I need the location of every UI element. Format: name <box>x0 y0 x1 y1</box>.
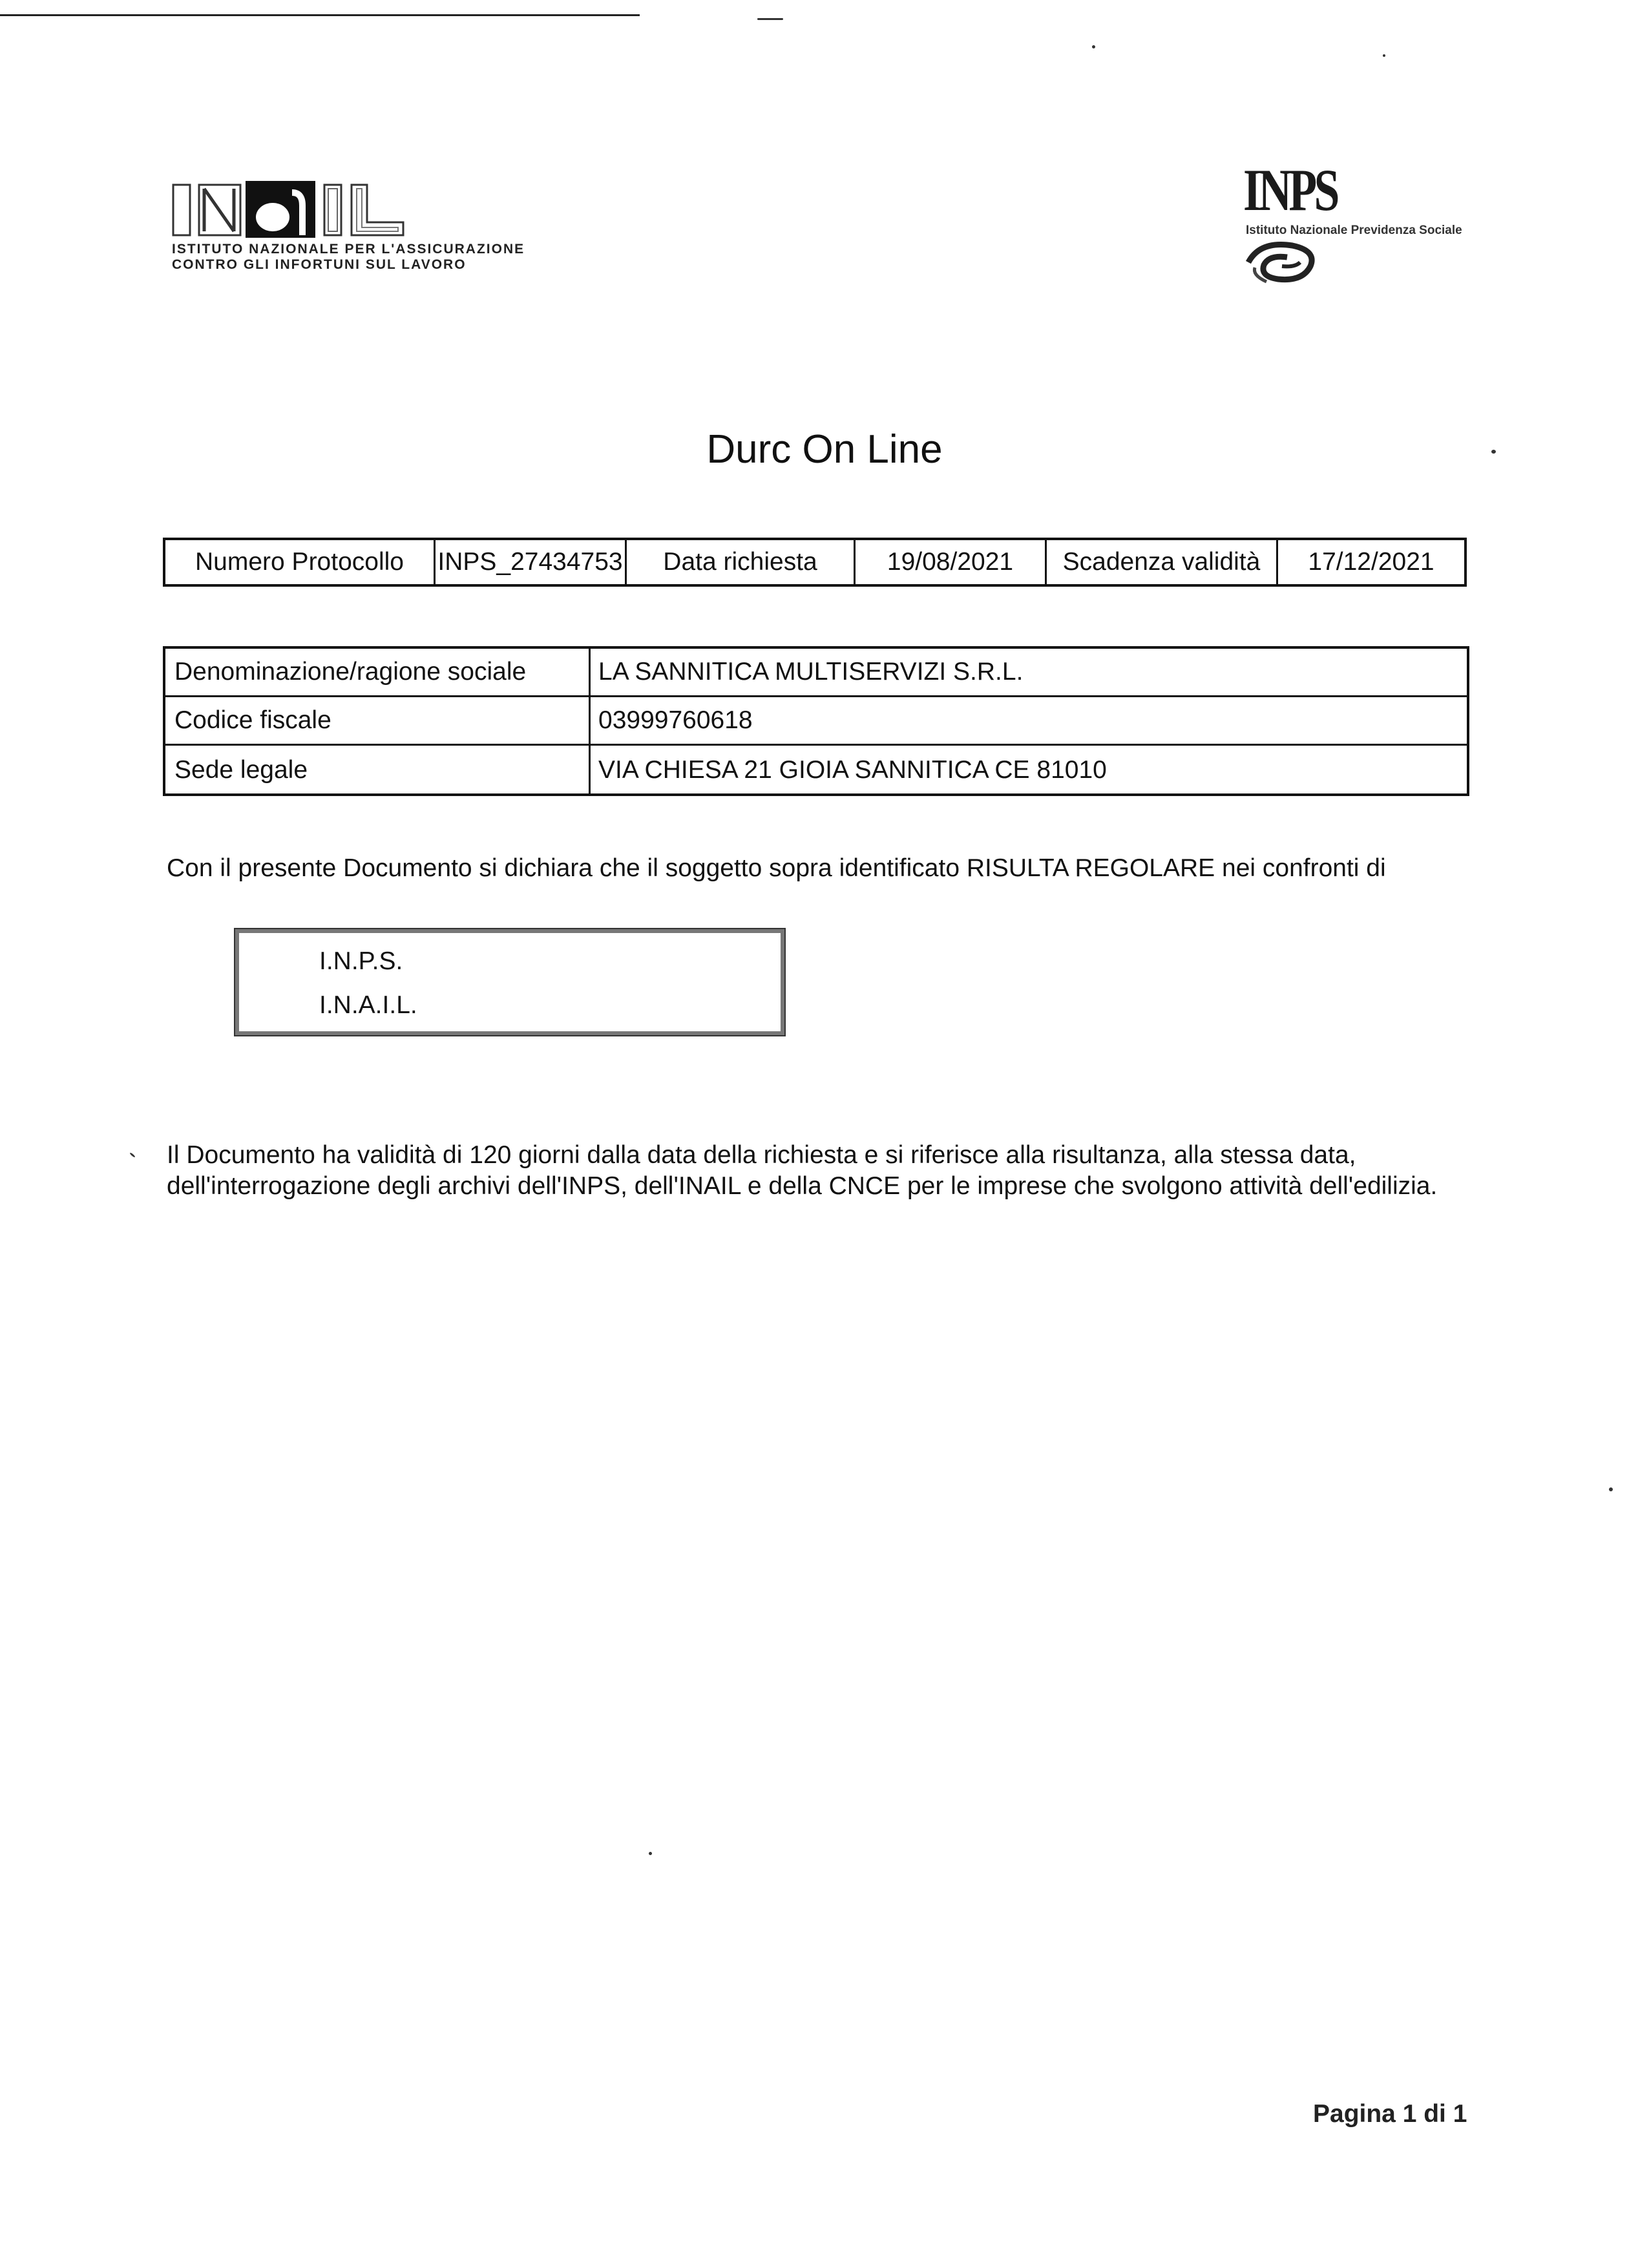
inail-subtitle-line1: ISTITUTO NAZIONALE PER L'ASSICURAZIONE <box>172 242 525 257</box>
inps-logo <box>1241 157 1473 289</box>
request-date-label: Data richiesta <box>627 540 856 584</box>
company-name-value: LA SANNITICA MULTISERVIZI S.R.L. <box>598 658 1024 686</box>
scan-speck <box>1491 450 1496 454</box>
fiscal-code-label: Codice fiscale <box>165 697 591 744</box>
scan-top-line <box>0 14 640 16</box>
validity-paragraph <box>167 1140 1498 1202</box>
inps-logo-mark: INPS <box>1243 157 1337 223</box>
company-name-label: Denominazione/ragione sociale <box>165 649 591 695</box>
protocol-number-value: INPS_27434753 <box>436 540 627 584</box>
company-row-address <box>165 746 1467 794</box>
address-value: VIA CHIESA 21 GIOIA SANNITICA CE 81010 <box>598 755 1107 784</box>
declaration-text: Con il presente Documento si dichiara che il soggetto sopra identificato RISULTA REGOLARE nei confronti di <box>167 854 1386 882</box>
scan-speck <box>129 1152 136 1158</box>
inail-logo-mark <box>169 180 441 244</box>
inps-subtitle: Istituto Nazionale Previdenza Sociale <box>1246 224 1462 237</box>
company-table <box>163 646 1469 796</box>
institution-inail: I.N.A.I.L. <box>319 991 417 1019</box>
scan-speck <box>1609 1487 1613 1491</box>
protocol-table <box>163 538 1467 587</box>
scan-speck <box>1383 54 1385 57</box>
inail-logo <box>169 180 525 283</box>
expiry-label: Scadenza validità <box>1047 540 1278 584</box>
scan-speck <box>757 18 783 20</box>
page-title: Durc On Line <box>706 427 943 472</box>
expiry-value: 17/12/2021 <box>1308 548 1434 576</box>
validity-line-1: Il Documento ha validità di 120 giorni dalla data della richiesta e si riferisce alla risultanza, alla stessa data, <box>167 1141 1356 1169</box>
scan-speck <box>649 1852 652 1855</box>
inail-subtitle-line2: CONTRO GLI INFORTUNI SUL LAVORO <box>172 257 467 272</box>
institution-inps: I.N.P.S. <box>319 947 403 975</box>
fiscal-code-value: 03999760618 <box>598 706 753 734</box>
page-number: Pagina 1 di 1 <box>1313 2100 1467 2128</box>
institutions-box <box>235 929 784 1035</box>
request-date-value: 19/08/2021 <box>856 540 1047 584</box>
protocol-number-label: Numero Protocollo <box>165 540 436 584</box>
validity-line-2: dell'interrogazione degli archivi dell'INPS, dell'INAIL e della CNCE per le imprese che svolgono attività dell'edilizia. <box>167 1172 1438 1200</box>
address-label: Sede legale <box>165 746 591 794</box>
company-row-name <box>165 649 1467 697</box>
scan-speck <box>1092 45 1095 48</box>
inps-swirl-icon <box>1241 236 1325 288</box>
company-row-fiscal-code <box>165 697 1467 746</box>
